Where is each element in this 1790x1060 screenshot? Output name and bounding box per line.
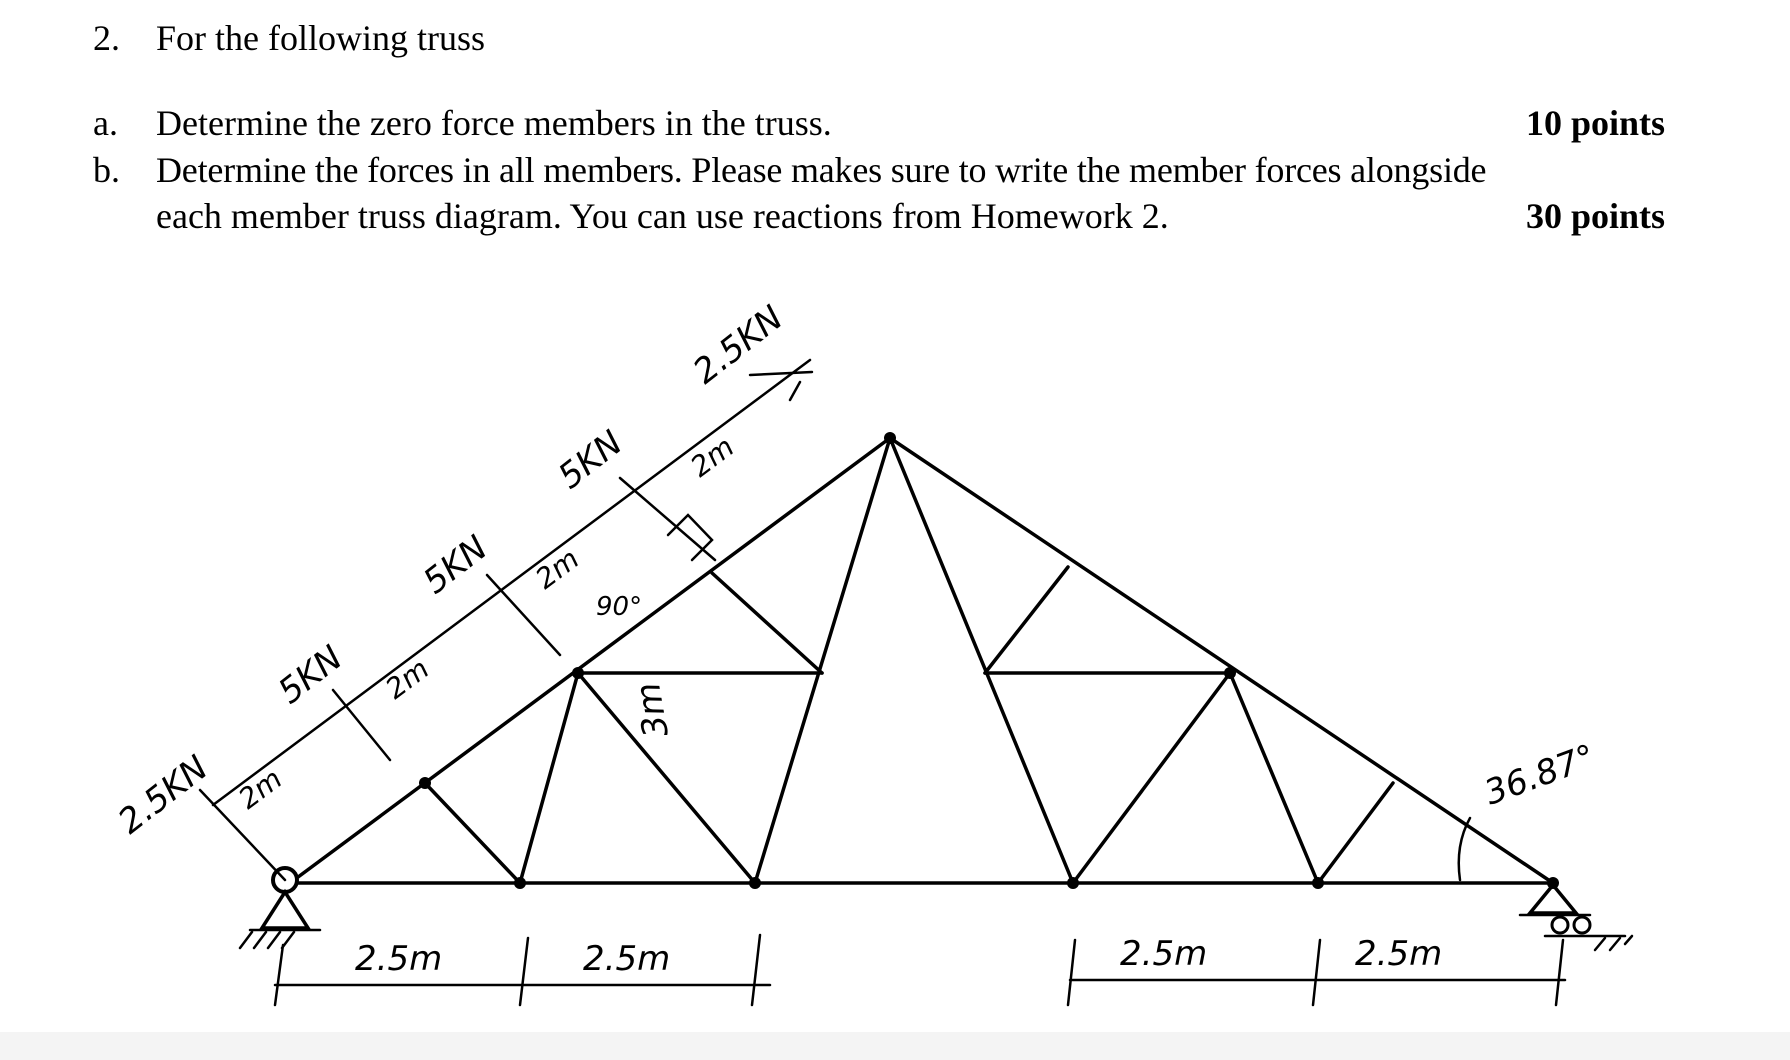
joint-dot <box>884 432 896 444</box>
part-a-points: 10 points <box>1525 103 1665 143</box>
pin-support <box>240 868 320 948</box>
top-chord-right <box>890 438 1553 883</box>
part-b-letter: b. <box>93 150 120 190</box>
web-member <box>1230 673 1318 883</box>
top-chord-left <box>290 438 890 883</box>
height-label: 3m <box>627 679 677 741</box>
joint-dot <box>572 667 584 679</box>
segment-length-label: 2m <box>529 542 586 596</box>
part-a-text: Determine the zero force members in the truss. <box>156 103 832 143</box>
web-member <box>1318 783 1393 883</box>
joint-dot <box>419 777 431 789</box>
segment-length-label: 2m <box>684 430 741 484</box>
segment-length-label: 2m <box>232 762 289 816</box>
segment-length-label: 2m <box>379 652 436 706</box>
bottom-dimension-label: 2.5m <box>583 939 671 979</box>
joint-dot <box>1224 667 1236 679</box>
bottom-dimension-label: 2.5m <box>355 939 443 979</box>
joint-dot <box>1067 877 1079 889</box>
load-label: 2.5KN <box>110 747 216 843</box>
load-label: 2.5KN <box>685 297 791 393</box>
part-b-text-line1: Determine the forces in all members. Please makes sure to write the member forces alongside <box>156 150 1487 190</box>
part-b-points: 30 points <box>1525 196 1665 236</box>
web-member <box>425 783 520 883</box>
angle-label: 36.87° <box>1479 736 1601 814</box>
bottom-dimension-label: 2.5m <box>1355 934 1443 974</box>
joint-dot <box>514 877 526 889</box>
part-b-text-line2: each member truss diagram. You can use reactions from Homework 2. <box>156 196 1169 236</box>
load-label: 5KN <box>550 422 631 498</box>
joint-dot <box>1312 877 1324 889</box>
part-a-letter: a. <box>93 103 118 143</box>
roller-support <box>1520 885 1632 950</box>
web-member <box>890 438 1073 883</box>
joint-dot <box>749 877 761 889</box>
web-member <box>985 567 1068 673</box>
bottom-dimension-label: 2.5m <box>1120 934 1208 974</box>
web-member <box>1073 673 1230 883</box>
web-member <box>712 573 822 673</box>
problem-heading: For the following truss <box>156 18 485 58</box>
web-member <box>755 438 890 883</box>
problem-number: 2. <box>93 18 120 58</box>
load-label: 5KN <box>415 527 496 603</box>
load-label: 5KN <box>270 637 351 713</box>
right-angle-label: 90° <box>596 592 643 622</box>
